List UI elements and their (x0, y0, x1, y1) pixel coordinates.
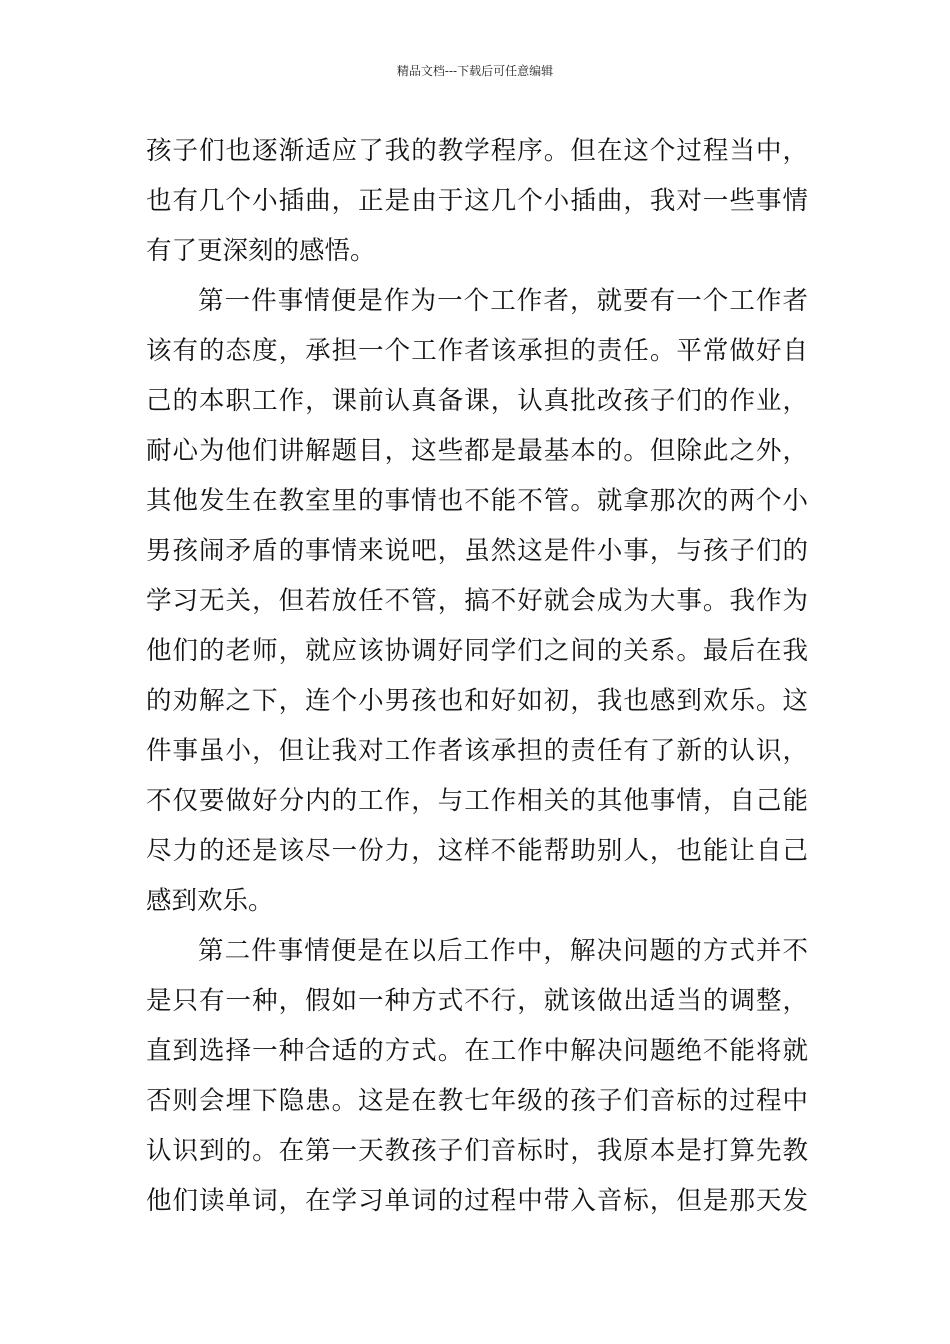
text-line: 件事虽小，但让我对工作者该承担的责任有了新的认识， (146, 736, 808, 766)
document-body (146, 126, 808, 1226)
text-line: 他们的老师，就应该协调好同学们之间的关系。最后在我 (146, 636, 808, 666)
text-line: 认识到的。在第一天教孩子们音标时，我原本是打算先教 (146, 1136, 808, 1166)
text-line: 感到欢乐。 (146, 886, 274, 916)
text-line: 尽力的还是该尽一份力，这样不能帮助别人，也能让自己 (146, 836, 808, 866)
text-line: 孩子们也逐渐适应了我的教学程序。但在这个过程当中， (146, 136, 808, 166)
text-line: 耐心为他们讲解题目，这些都是最基本的。但除此之外， (146, 436, 808, 466)
text-line: 男孩闹矛盾的事情来说吧，虽然这是件小事，与孩子们的 (146, 536, 808, 566)
text-line: 不仅要做好分内的工作，与工作相关的其他事情，自己能 (146, 786, 808, 816)
page-header: 精品文档---下载后可任意编辑 (396, 64, 554, 78)
text-line: 的劝解之下，连个小男孩也和好如初，我也感到欢乐。这 (146, 686, 808, 716)
text-line: 己的本职工作，课前认真备课，认真批改孩子们的作业， (146, 386, 808, 416)
text-line: 第一件事情便是作为一个工作者，就要有一个工作者 (198, 286, 808, 316)
text-line: 第二件事情便是在以后工作中，解决问题的方式并不 (198, 936, 808, 966)
text-line: 该有的态度，承担一个工作者该承担的责任。平常做好自 (146, 336, 808, 366)
text-line: 有了更深刻的感悟。 (146, 236, 376, 266)
text-line: 也有几个小插曲，正是由于这几个小插曲，我对一些事情 (146, 186, 808, 216)
text-line: 否则会埋下隐患。这是在教七年级的孩子们音标的过程中 (146, 1086, 808, 1116)
text-line: 他们读单词，在学习单词的过程中带入音标，但是那天发 (146, 1186, 808, 1216)
text-line: 学习无关，但若放任不管，搞不好就会成为大事。我作为 (146, 586, 808, 616)
text-line: 其他发生在教室里的事情也不能不管。就拿那次的两个小 (146, 486, 808, 516)
text-line: 直到选择一种合适的方式。在工作中解决问题绝不能将就 (146, 1036, 808, 1066)
text-line: 是只有一种，假如一种方式不行，就该做出适当的调整， (146, 986, 808, 1016)
